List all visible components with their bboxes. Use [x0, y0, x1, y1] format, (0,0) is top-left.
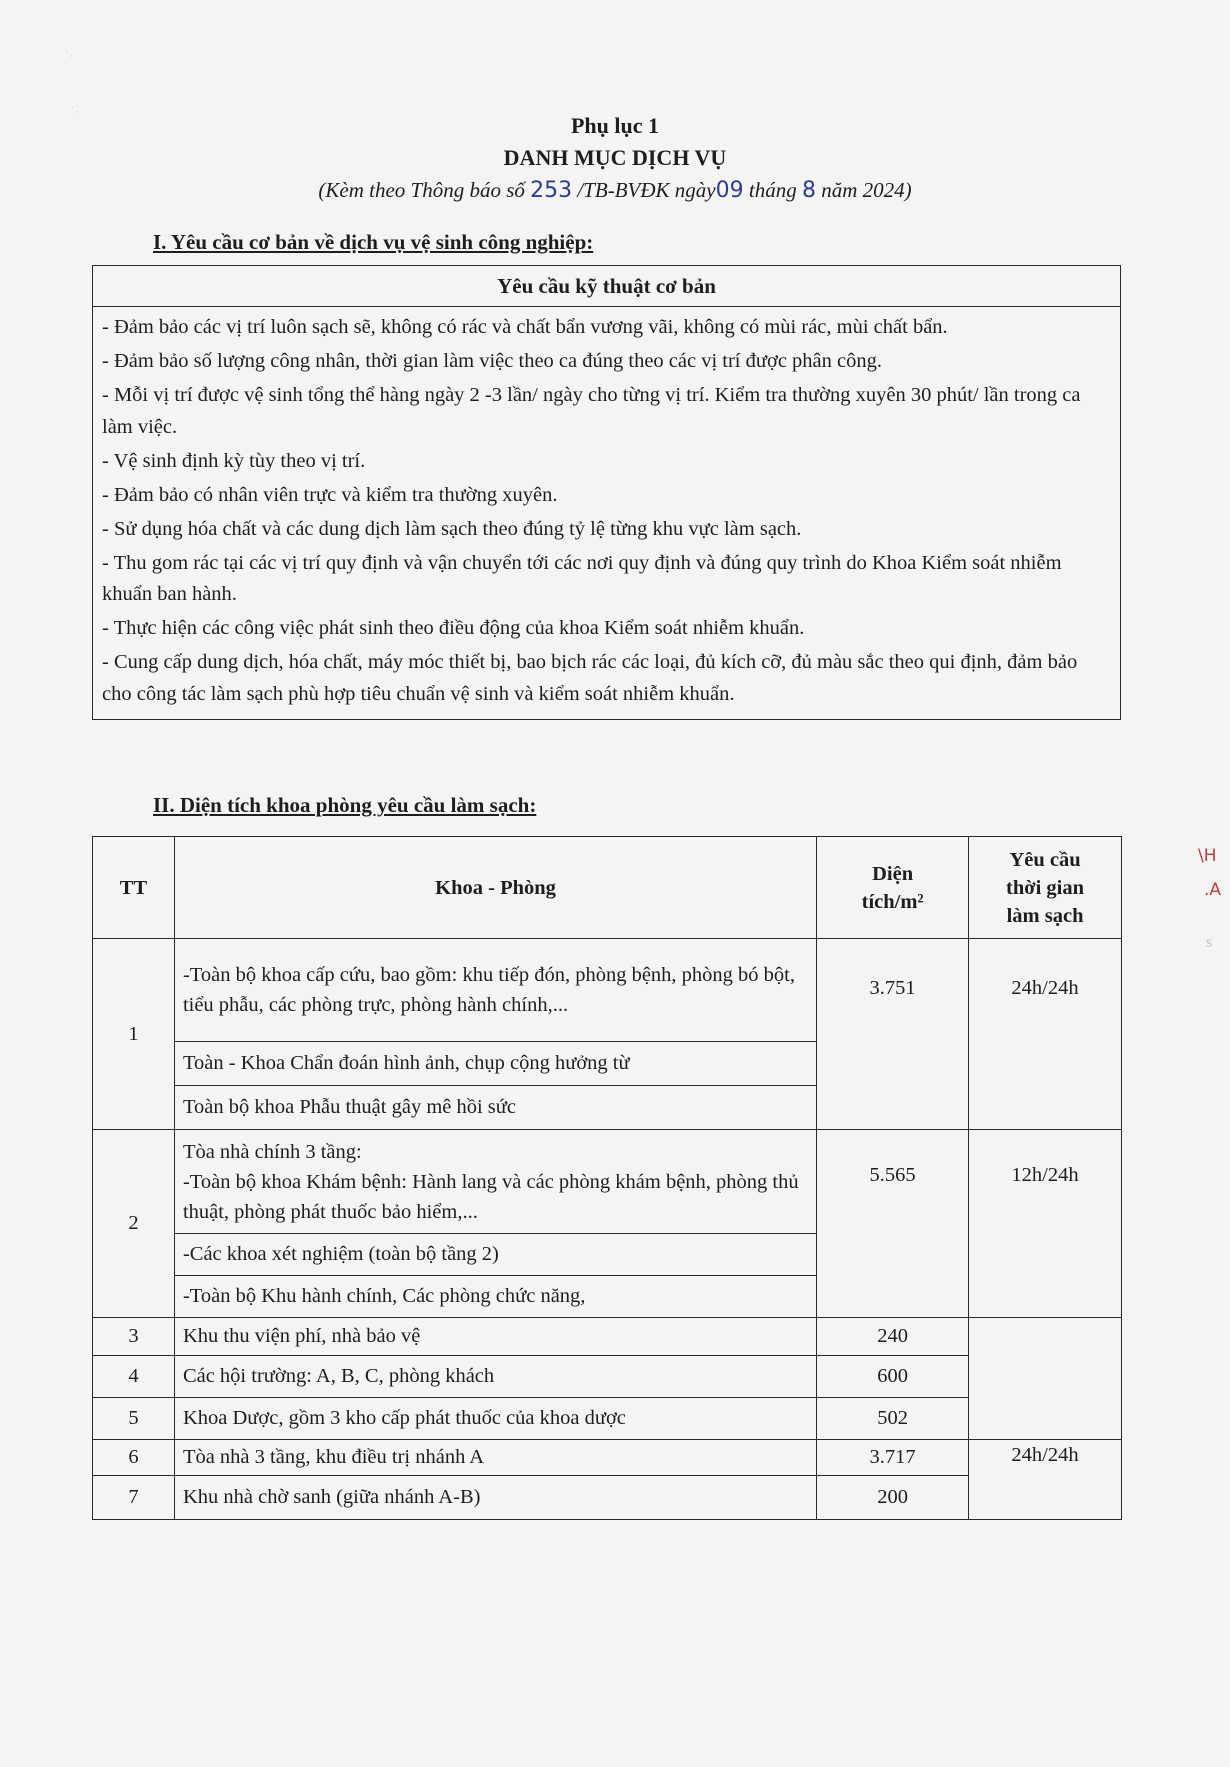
row-area: 240 [817, 1318, 969, 1356]
row-cleaning-time: 12h/24h [969, 1130, 1122, 1318]
requirement-item: - Đảm bảo có nhân viên trực và kiểm tra thường xuyên. [102, 483, 558, 506]
row-number: 5 [93, 1398, 175, 1440]
row-department: -Toàn bộ Khu hành chính, Các phòng chức năng, [174, 1276, 816, 1318]
document-title: DANH MỤC DỊCH VỤ [503, 145, 727, 170]
scan-mark: ·: [70, 100, 80, 117]
row-department: Toàn bộ khoa Phẫu thuật gây mê hồi sức [174, 1086, 816, 1130]
appendix-title: Phụ lục 1 [570, 113, 660, 138]
row-cleaning-time [969, 1318, 1122, 1440]
column-header-tt: TT [93, 837, 175, 939]
column-header-area: Diện tích/m² [817, 837, 969, 939]
row-cleaning-time: 24h/24h [969, 1440, 1122, 1520]
areas-table [92, 836, 1122, 1520]
table-row [93, 939, 1122, 1042]
table-header-row [93, 837, 1122, 939]
table-row [93, 1440, 1122, 1476]
requirement-item: - Sử dụng hóa chất và các dung dịch làm sạch theo đúng tỷ lệ từng khu vực làm sạch. [102, 517, 802, 540]
stamp-mark: .A [1204, 880, 1222, 900]
row-department: Tòa nhà 3 tầng, khu điều trị nhánh A [174, 1440, 816, 1476]
row-number: 4 [93, 1356, 175, 1398]
table-row [93, 1130, 1122, 1234]
row-number: 1 [93, 939, 175, 1130]
requirement-item: - Vệ sinh định kỳ tùy theo vị trí. [102, 449, 366, 472]
row-department: Toàn - Khoa Chẩn đoán hình ảnh, chụp cộng hưởng từ [174, 1042, 816, 1086]
row-number: 2 [93, 1130, 175, 1318]
requirement-item: - Mỗi vị trí được vệ sinh tổng thể hàng ngày 2 -3 lần/ ngày cho từng vị trí. Kiểm tra thường xuyên 30 phút/ lần trong ca làm việc. [102, 384, 1081, 438]
requirement-item: - Đảm bảo số lượng công nhân, thời gian làm việc theo ca đúng theo các vị trí được phân công. [102, 350, 883, 372]
row-area: 3.717 [817, 1440, 969, 1476]
scan-mark: s [1206, 934, 1213, 951]
requirements-list [93, 307, 1120, 719]
row-department: Tòa nhà chính 3 tầng: -Toàn bộ khoa Khám bệnh: Hành lang và các phòng khám bệnh, phòng thủ thuật, phòng phát thuốc bảo hiểm,... [174, 1130, 816, 1234]
requirement-item: - Đảm bảo các vị trí luôn sạch sẽ, không có rác và chất bẩn vương vãi, không có mùi rác, mùi chất bẩn. [102, 316, 948, 338]
requirements-box [92, 265, 1121, 720]
row-department: Khoa Dược, gồm 3 kho cấp phát thuốc của khoa dược [174, 1398, 816, 1440]
stamp-mark: \H [1198, 846, 1217, 866]
row-number: 6 [93, 1440, 175, 1476]
requirement-item: - Thu gom rác tại các vị trí quy định và vận chuyển tới các nơi quy định và đúng quy trình do Khoa Kiểm soát nhiễm khuẩn ban hành. [102, 551, 1062, 605]
row-department: Các hội trường: A, B, C, phòng khách [174, 1356, 816, 1398]
row-area: 5.565 [817, 1130, 969, 1318]
table-row [93, 1318, 1122, 1356]
row-department: -Toàn bộ khoa cấp cứu, bao gồm: khu tiếp đón, phòng bệnh, phòng bó bột, tiểu phẫu, các phòng trực, phòng hành chính,... [174, 939, 816, 1042]
column-header-cleaning-time: Yêu cầu thời gian làm sạch [969, 837, 1122, 939]
row-area: 200 [817, 1476, 969, 1520]
row-area: 502 [817, 1398, 969, 1440]
row-department: -Các khoa xét nghiệm (toàn bộ tầng 2) [174, 1234, 816, 1276]
row-department: Khu nhà chờ sanh (giữa nhánh A-B) [174, 1476, 816, 1520]
requirement-item: - Thực hiện các công việc phát sinh theo điều động của khoa Kiểm soát nhiễm khuẩn. [102, 617, 805, 639]
scan-mark: ·. [64, 44, 74, 61]
table-row [93, 1476, 1122, 1520]
requirements-header: Yêu cầu kỹ thuật cơ bản [93, 266, 1120, 307]
requirement-item: - Cung cấp dung dịch, hóa chất, máy móc thiết bị, bao bịch rác các loại, đủ kích cỡ, đủ màu sắc theo qui định, đảm bảo cho công tác làm sạch phù hợp tiêu chuẩn vệ sinh và kiểm soát nhiễm khuẩn. [102, 651, 1078, 705]
row-cleaning-time: 24h/24h [969, 939, 1122, 1130]
table-row [93, 1356, 1122, 1398]
row-area: 600 [817, 1356, 969, 1398]
row-number: 7 [93, 1476, 175, 1520]
table-row [93, 1398, 1122, 1440]
document-subtitle: (Kèm theo Thông báo số 253 /TB-BVĐK ngày09 tháng 8 năm 2024) [318, 178, 912, 203]
section-2-heading: II. Diện tích khoa phòng yêu cầu làm sạch: [153, 793, 537, 817]
column-header-department: Khoa - Phòng [174, 837, 816, 939]
row-area: 3.751 [817, 939, 969, 1130]
section-1-heading: I. Yêu cầu cơ bản về dịch vụ vệ sinh công nghiệp: [153, 230, 594, 254]
row-number: 3 [93, 1318, 175, 1356]
row-department: Khu thu viện phí, nhà bảo vệ [174, 1318, 816, 1356]
